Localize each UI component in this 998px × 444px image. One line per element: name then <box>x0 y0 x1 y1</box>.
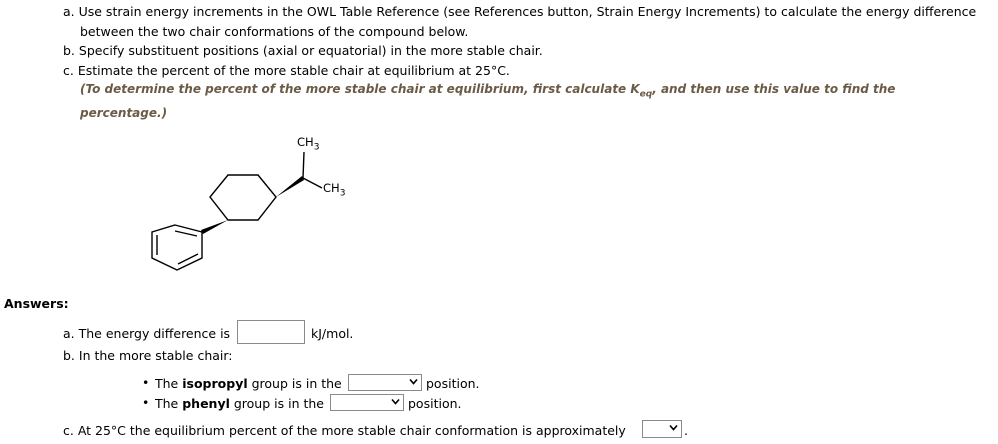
item1-post: group is in the <box>247 376 342 391</box>
phenyl-suffix: position. <box>408 396 462 411</box>
phenyl-position-select[interactable] <box>330 394 404 411</box>
answer-b-label: b. In the more stable chair: <box>63 348 233 363</box>
label-ch3-top <box>297 135 319 152</box>
item2-pre: The <box>155 396 183 411</box>
hint-sub: eq <box>639 89 653 100</box>
equilibrium-percent-select[interactable] <box>642 420 682 438</box>
question-c: c. Estimate the percent of the more stable chair at equilibrium at 25°C. <box>63 63 510 78</box>
hint-end: , and then use this value to find the <box>652 82 896 96</box>
compound-structure <box>140 130 380 280</box>
hint-line1 <box>80 82 895 99</box>
item2-post: group is in the <box>229 396 324 411</box>
phenyl-ring <box>152 225 202 270</box>
chevron-down-icon <box>668 422 679 433</box>
item2-bold: phenyl <box>182 396 230 411</box>
answers-title: Answers: <box>4 296 69 311</box>
isopropyl-line <box>155 376 342 391</box>
isopropyl-suffix: position. <box>426 376 480 391</box>
subscript-3: 3 <box>339 188 346 199</box>
isopropyl-branches <box>303 152 322 188</box>
answer-c-end: . <box>684 423 688 438</box>
isopropyl-wedge-bond <box>276 176 304 197</box>
phenyl-line <box>155 396 324 411</box>
label-ch3-right <box>323 181 345 198</box>
isopropyl-position-select[interactable] <box>348 374 422 391</box>
phenyl-wedge-bond <box>201 220 228 234</box>
subscript-3: 3 <box>313 142 320 153</box>
chevron-down-icon <box>390 396 401 407</box>
bullet-2: • <box>142 395 150 410</box>
energy-difference-input[interactable] <box>237 320 305 344</box>
bullet-1: • <box>142 375 150 390</box>
item1-pre: The <box>155 376 183 391</box>
hint-start: (To determine the percent of the more stable chair at equilibrium, first calculate K <box>80 82 640 96</box>
answer-a-unit: kJ/mol. <box>311 326 354 341</box>
hint-line2: percentage.) <box>80 106 168 120</box>
ch3-right-text: $CH_3$ <box>323 181 346 199</box>
chevron-down-icon <box>408 376 419 387</box>
item1-bold: isopropyl <box>182 376 248 391</box>
ch3-top-text: $CH_3$ <box>297 135 320 153</box>
answer-a-label: a. The energy difference is <box>63 326 231 341</box>
cyclohexane-ring <box>210 175 276 220</box>
question-b: b. Specify substituent positions (axial or equatorial) in the more stable chair. <box>63 43 543 58</box>
question-a-line2: between the two chair conformations of the compound below. <box>80 24 469 39</box>
question-a-line1: a. Use strain energy increments in the OWL Table Reference (see References button, Strain Energy Increments) to calculate the energy difference <box>63 4 977 19</box>
answer-c-label: c. At 25°C the equilibrium percent of the more stable chair conformation is approximately <box>63 423 626 438</box>
